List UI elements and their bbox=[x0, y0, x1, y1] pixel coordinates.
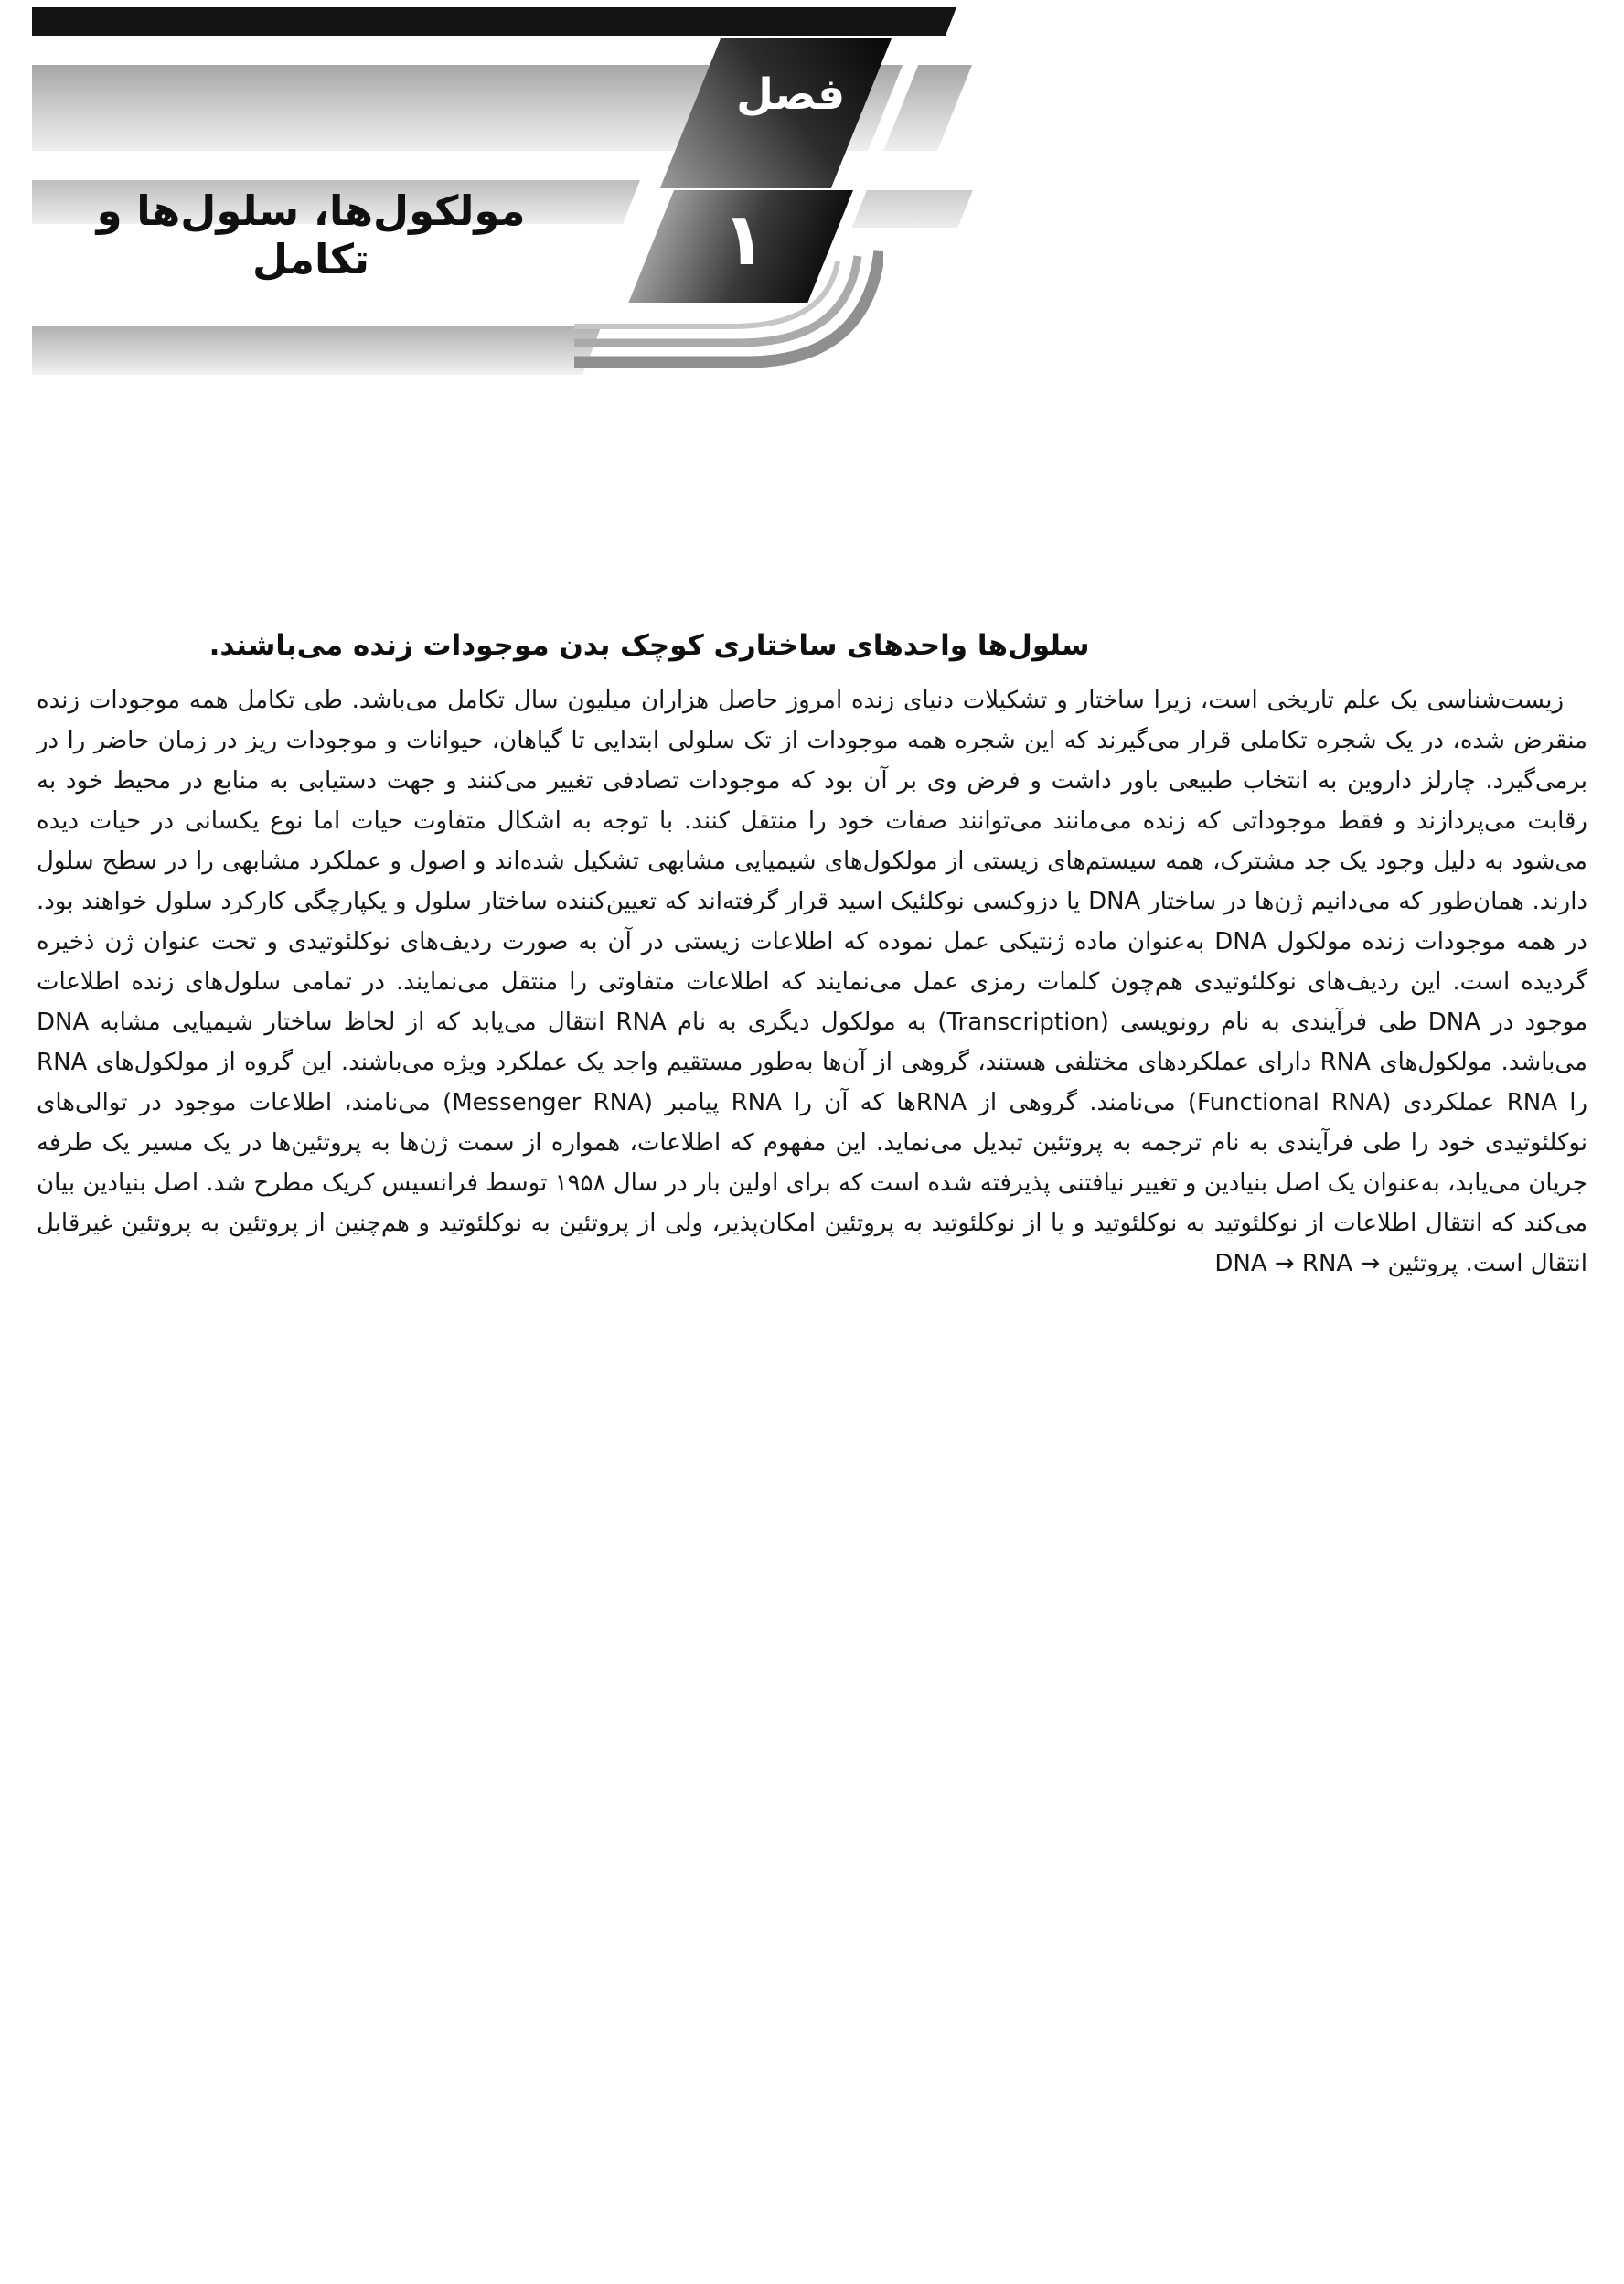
chapter-title: مولکول‌ها، سلول‌ها و تکامل bbox=[96, 187, 526, 283]
section-heading: سلول‌ها واحدهای ساختاری کوچک بدن موجودات زنده می‌باشند. bbox=[208, 629, 1090, 662]
gray-band-bottom bbox=[32, 326, 602, 375]
central-dogma-formula: DNA → RNA → bbox=[1214, 1250, 1381, 1277]
chapter-header bbox=[0, 0, 1624, 421]
chapter-label: فصل bbox=[736, 69, 846, 120]
top-black-bar bbox=[32, 7, 956, 36]
page-content bbox=[37, 629, 1587, 1284]
chapter-number: ۱ bbox=[721, 197, 767, 282]
paragraph-text: زیست‌شناسی یک علم تاریخی است، زیرا ساختار و تشکیلات دنیای زنده امروز حاصل هزاران میلیون سال تکامل می‌باشد. طی تکامل همه موجودات زنده منقرض شده، در یک شجره تکاملی قرار می‌گیرند که این شجره همه موجودات از تک سلولی ابتدایی تا گیاهان، حیوانات و موجودات ریز در زمان حاضر را در برمی‌گیرد. چارلز داروین به انتخاب طبیعی باور داشت و فرض وی بر آن بود که موجودات تصادفی تغییر می‌کنند و جهت دستیابی به منابع در محیط خود به رقابت می‌پردازند و فقط موجوداتی که زنده می‌مانند می‌توانند صفات خود را منتقل کنند. با توجه به اشکال متفاوت حیات اما نوع یکسانی در حیات دیده می‌شود به دلیل وجود یک جد مشترک، همه سیستم‌های زیستی از مولکول‌های شیمیایی مشابهی تشکیل شده‌اند و اصول و عملکرد مشابهی را در سطح سلول دارند. همان‌طور که می‌دانیم ژن‌ها در ساختار DNA یا دزوکسی نوکلئیک اسید قرار گرفته‌اند که تعیین‌کننده ساختار سلول و یکپارچگی کارکرد سلول خواهند بود. در همه موجودات زنده مولکول DNA به‌عنوان ماده ژنتیکی عمل نموده که اطلاعات زیستی در آن به صورت ردیف‌های نوکلئوتیدی و تحت عنوان ژن ذخیره گردیده است. این ردیف‌های نوکلئوتیدی هم‌چون کلمات رمزی عمل می‌نمایند که اطلاعات متفاوتی را منتقل می‌نمایند. در تمامی سلول‌های زنده اطلاعات موجود در DNA طی فرآیندی به نام رونویسی (Transcription) به مولکول دیگری به نام RNA انتقال می‌یابد که از لحاظ ساختار شیمیایی مشابه DNA می‌باشد. مولکول‌های RNA دارای عملکردهای مختلفی هستند، گروهی از آن‌ها به‌طور مستقیم واجد یک عملکرد ویژه می‌باشند. این گروه از مولکول‌های RNA را RNA عملکردی (Functional RNA) می‌نامند. گروهی از RNAها که آن را RNA پیامبر (Messenger RNA) می‌نامند، اطلاعات موجود در توالی‌های نوکلئوتیدی خود را طی فرآیندی به نام ترجمه به پروتئین تبدیل می‌نماید. این مفهوم که اطلاعات، همواره از سمت ژن‌ها به پروتئین‌ها در یک مسیر یک طرفه جریان می‌یابد، به‌عنوان یک اصل بنیادین و تغییر نیافتنی پذیرفته شده است که برای اولین بار در سال ۱۹۵۸ توسط فرانسیس کریک مطرح شد. اصل بنیادین بیان می‌کند که انتقال اطلاعات از نوکلئوتید به نوکلئوتید و یا از نوکلئوتید به پروتئین امکان‌پذیر، ولی از پروتئین به نوکلئوتید و هم‌چنین از پروتئین به پروتئین غیرقابل انتقال است. پروتئین bbox=[37, 687, 1588, 1277]
chapter-tab bbox=[660, 38, 892, 188]
body-paragraph bbox=[37, 680, 1587, 1284]
gray-strip-right bbox=[851, 190, 973, 228]
